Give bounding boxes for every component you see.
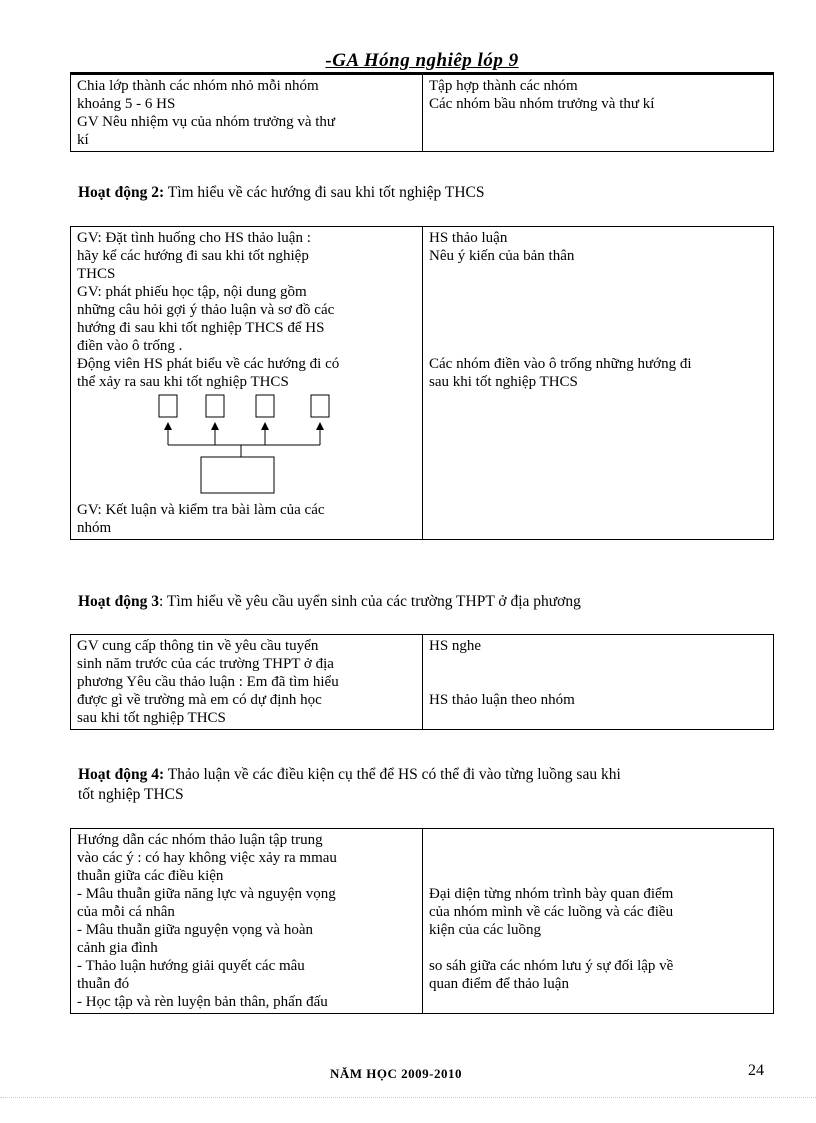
school-year: NĂM HỌC 2009-2010 — [330, 1066, 462, 1081]
text-line: - Thảo luận hướng giải quyết các mâu — [77, 958, 305, 974]
heading-text: Tìm hiểu về các hướng đi sau khi tốt nghiệp THCS — [164, 184, 485, 201]
text-line: Nêu ý kiến của bản thân — [429, 248, 575, 264]
text-line: Chia lớp thành các nhóm nhỏ mỗi nhóm — [77, 78, 319, 94]
text-line: những câu hỏi gợi ý thảo luận và sơ đồ các — [77, 302, 335, 318]
text-line: khoảng 5 - 6 HS — [77, 96, 176, 112]
heading-label: Hoạt động 2: — [78, 184, 165, 201]
arrow-up-icon — [261, 422, 269, 430]
text-line: - Mâu thuẫn giữa năng lực và nguyện vọng — [77, 886, 336, 902]
text-line: GV Nêu nhiệm vụ của nhóm trưởng và thư — [77, 114, 336, 130]
text-line: Các nhóm bầu nhóm trưởng và thư kí — [429, 96, 655, 112]
arrow-up-icon — [164, 422, 172, 430]
text-line: Tập hợp thành các nhóm — [429, 78, 578, 94]
table-cell-student — [423, 635, 774, 730]
text-line: Các nhóm điền vào ô trống những hướng đi — [429, 356, 692, 372]
text-line: sau khi tốt nghiệp THCS — [77, 710, 226, 726]
text-line: thể xảy ra sau khi tốt nghiệp THCS — [77, 374, 289, 390]
text-line: HS thảo luận theo nhóm — [429, 692, 575, 708]
table-cell-student — [423, 227, 774, 540]
heading-activity-2 — [78, 183, 778, 203]
header-title: -GA Hóng nghiêp lóp 9 — [325, 50, 519, 71]
arrow-heads — [164, 422, 324, 430]
text-line: Đại diện từng nhóm trình bày quan điểm — [429, 886, 674, 902]
text-line: Động viên HS phát biểu về các hướng đi có — [77, 356, 340, 372]
table-cell-teacher — [71, 75, 423, 152]
text-line: thuẫn đó — [77, 976, 130, 992]
text-line: điền vào ô trống . — [77, 338, 183, 354]
table-cell-student — [423, 75, 774, 152]
text-line: hãy kể các hướng đi sau khi tốt nghiệp — [77, 248, 309, 264]
source-box — [201, 457, 274, 493]
text-line: HS nghe — [429, 638, 482, 654]
heading-label: Hoạt động 4: — [78, 766, 165, 783]
text-line: GV cung cấp thông tin về yêu cầu tuyển — [77, 638, 319, 654]
graduation-paths-diagram — [77, 391, 416, 501]
text-line: phương Yêu cầu thảo luận : Em đã tìm hiểu — [77, 674, 339, 690]
text-line: thuẫn giữa các điều kiện — [77, 868, 224, 884]
heading-label: Hoạt động 3 — [78, 593, 159, 610]
text-line: GV: Đặt tình huống cho HS thảo luận : — [77, 230, 311, 246]
table-cell-teacher — [71, 829, 423, 1014]
heading-text-continued: tốt nghiệp THCS — [78, 786, 184, 803]
table-activity-3 — [70, 634, 774, 730]
text-line: được gì về trường mà em có dự định học — [77, 692, 322, 708]
text-line: hướng đi sau khi tốt nghiệp THCS để HS — [77, 320, 325, 336]
text-line: kiện của các luồng — [429, 922, 542, 938]
table-row — [71, 75, 774, 152]
text-line: vào các ý : có hay không việc xảy ra mmau — [77, 850, 337, 866]
text-line: - Học tập và rèn luyện bản thân, phấn đấu — [77, 994, 328, 1010]
table-activity-4 — [70, 828, 774, 1014]
empty-box-4 — [311, 395, 329, 417]
table-row — [71, 227, 774, 540]
arrow-up-icon — [211, 422, 219, 430]
text-line: của mỗi cá nhân — [77, 904, 175, 920]
table-cell-student — [423, 829, 774, 1014]
page-header — [70, 50, 774, 74]
table-cell-teacher — [71, 227, 423, 540]
text-line: kí — [77, 132, 89, 148]
text-line: so sáh giữa các nhóm lưu ý sự đối lập về — [429, 958, 674, 974]
heading-text: Thảo luận về các điều kiện cụ thể để HS có thể đi vào từng luồng sau khi — [164, 766, 621, 783]
text-line: Hướng dẫn các nhóm thảo luận tập trung — [77, 832, 323, 848]
empty-box-1 — [159, 395, 177, 417]
heading-activity-4 — [78, 765, 778, 805]
connector-lines — [168, 429, 320, 457]
text-line: HS thảo luận — [429, 230, 508, 246]
text-line: GV: phát phiếu học tập, nội dung gồm — [77, 284, 307, 300]
page-number: 24 — [748, 1062, 764, 1079]
table-activity-2 — [70, 226, 774, 540]
table-activity-1 — [70, 74, 774, 152]
text-line: nhóm — [77, 520, 112, 536]
table-cell-teacher — [71, 635, 423, 730]
heading-text: : Tìm hiểu về yêu cầu uyển sinh của các trường THPT ở địa phương — [158, 593, 581, 610]
empty-box-2 — [206, 395, 224, 417]
table-row — [71, 829, 774, 1014]
text-line: THCS — [77, 266, 116, 282]
text-line: sau khi tốt nghiệp THCS — [429, 374, 578, 390]
text-line: GV: Kết luận và kiểm tra bài làm của các — [77, 502, 325, 518]
text-line: - Mâu thuẫn giữa nguyện vọng và hoàn — [77, 922, 313, 938]
table-row — [71, 635, 774, 730]
arrow-up-icon — [316, 422, 324, 430]
heading-activity-3 — [78, 592, 778, 612]
text-line: quan điểm để thảo luận — [429, 976, 569, 992]
text-line: của nhóm mình về các luồng và các điều — [429, 904, 674, 920]
text-line: cảnh gia đình — [77, 940, 158, 956]
footer-divider — [0, 1097, 816, 1098]
text-line: sinh năm trước của các trường THPT ở địa — [77, 656, 334, 672]
empty-box-3 — [256, 395, 274, 417]
